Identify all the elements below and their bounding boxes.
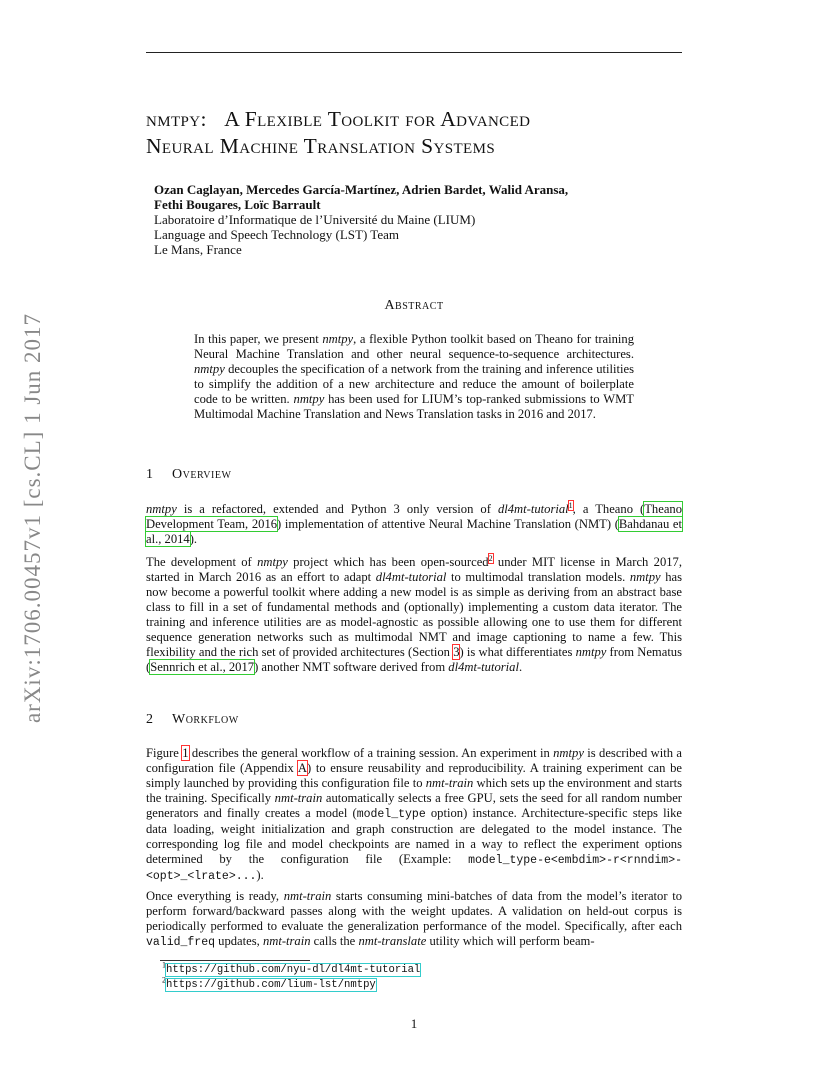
text: The development of — [146, 555, 258, 569]
text-emphasis: nmtpy — [575, 645, 607, 659]
abstract-text: In this paper, we present — [194, 332, 323, 346]
author-names-line-1: Ozan Caglayan, Mercedes García-Martínez, Adrien Bardet, Walid Aransa, — [154, 182, 569, 197]
appendix-ref-link[interactable]: A — [297, 761, 307, 775]
workflow-paragraph-1 — [146, 746, 682, 884]
text: ) to ensure reusability and reproducibility. A training experiment can be simply launched by providing this configuration file to — [146, 761, 682, 790]
text: under MIT license in March 2017, started in March 2016 as an effort to adapt — [146, 555, 682, 584]
section-heading-workflow — [146, 712, 239, 728]
footnote-rule — [160, 960, 310, 961]
footnote-link-2[interactable]: 2 — [488, 553, 493, 563]
title-top-rule — [146, 52, 682, 53]
text: is a refactored, extended and Python 3 only version of — [176, 502, 498, 516]
section-ref-link[interactable]: 3 — [453, 645, 460, 659]
author-block — [154, 182, 634, 257]
inline-code: model_type-e<embdim>-r<rnndim>-<opt>_<lrate>... — [146, 854, 682, 883]
text: describes the general workflow of a training session. An experiment in — [188, 746, 554, 760]
section-title: Workflow — [172, 712, 239, 727]
text-emphasis: dl4mt-tutorial — [448, 660, 519, 674]
overview-paragraph-1 — [146, 502, 682, 547]
abstract-emphasis: nmtpy — [293, 392, 325, 406]
text: ) implementation of attentive Neural Machine Translation (NMT) ( — [277, 517, 619, 531]
text: Figure — [146, 746, 183, 760]
abstract-body — [194, 332, 634, 422]
title-toolkit-name: nmtpy: — [146, 107, 207, 131]
text: to multimodal translation models. — [446, 570, 630, 584]
page-number: 1 — [410, 1016, 418, 1031]
footnote-url-2[interactable]: https://github.com/lium-lst/nmtpy — [166, 979, 376, 991]
text: , a Theano ( — [572, 502, 645, 516]
text-emphasis: nmtpy — [629, 570, 661, 584]
section-number: 1 — [146, 467, 154, 482]
section-number: 2 — [146, 712, 154, 727]
citation-link-sennrich[interactable]: Sennrich et al., 2017 — [150, 660, 255, 674]
text: project which has been open-sourced — [287, 555, 489, 569]
figure-ref-link[interactable]: 1 — [182, 746, 189, 760]
footnote-marker: 1 — [162, 960, 166, 970]
title-line-1-rest: A Flexible Toolkit for Advanced — [224, 107, 531, 131]
arxiv-sidebar-stamp: arXiv:1706.00457v1 [cs.CL] 1 Jun 2017 — [20, 312, 45, 724]
text-emphasis: nmt-train — [274, 791, 323, 805]
text-emphasis: dl4mt-tutorial — [375, 570, 447, 584]
text-emphasis: nmtpy — [257, 555, 288, 569]
workflow-paragraph-2 — [146, 889, 682, 950]
text: calls the — [310, 934, 359, 948]
text: ) is what differentiates — [459, 645, 576, 659]
text: has now become a powerful toolkit where adding a new model is as simple as deriving from an abstract base class to fill in a set of fundamental methods and (optionally) implementing a custom data iterator. The training and inference utilities are as model-agnostic as possible allowing one to use them for different sequence generation networks such as multimodal NMT and image captioning to name a few. This flexibility and the rich set of provided architectures (Section — [146, 570, 683, 659]
author-names-line-2: Fethi Bougares, Loïc Barrault — [154, 197, 321, 212]
section-title: Overview — [172, 467, 232, 482]
title-line-1 — [146, 106, 686, 133]
affiliation-line-3: Le Mans, France — [154, 242, 242, 257]
footnote-link-1[interactable]: 1 — [568, 500, 573, 510]
text: is described with a configuration file (Appendix — [146, 746, 682, 775]
text: ). — [256, 868, 264, 882]
citation-link-bahdanau[interactable]: Bahdanau et al., 2014 — [146, 517, 682, 546]
text: from Nematus ( — [146, 645, 683, 674]
text: automatically selects a free GPU, sets the seed for all random number generators and finally creates a model ( — [146, 791, 682, 820]
abstract-emphasis: nmtpy — [194, 362, 225, 376]
text-emphasis: nmtpy — [553, 746, 584, 760]
text: which sets up the environment and starts the training. Specifically — [146, 776, 682, 805]
text-emphasis: nmtpy — [146, 502, 177, 516]
text-emphasis: nmt-translate — [358, 934, 427, 948]
footnote-url-1[interactable]: https://github.com/nyu-dl/dl4mt-tutorial — [166, 964, 421, 976]
inline-code: model_type — [356, 808, 426, 821]
text: option) instance. Architecture-specific steps like data loading, weight initialization and graph construction are delegated to the model instance. The corresponding log file and model checkpoints are named in a way to reflect the experiment options determined by the configuration file (Example: — [146, 806, 682, 866]
abstract-text: , a flexible Python toolkit based on Theano for training Neural Machine Translation and other neural sequence-to-sequence architectures. — [194, 332, 634, 361]
section-heading-overview — [146, 467, 231, 483]
text-emphasis: nmt-train — [283, 889, 332, 903]
abstract-heading: Abstract — [384, 298, 444, 313]
overview-paragraph-2 — [146, 555, 682, 675]
inline-code: valid_freq — [146, 936, 216, 949]
title-line-2: Neural Machine Translation Systems — [146, 134, 496, 158]
affiliation-line-1: Laboratoire d’Informatique de l’Université du Maine (LIUM) — [154, 212, 476, 227]
text: . — [518, 660, 523, 674]
affiliation-line-2: Language and Speech Technology (LST) Team — [154, 227, 399, 242]
text: ) another NMT software derived from — [254, 660, 449, 674]
abstract-emphasis: nmtpy — [322, 332, 354, 346]
footnotes — [162, 962, 662, 992]
citation-link-theano[interactable]: Theano Development Team, 2016 — [146, 502, 682, 531]
footnote-marker: 2 — [162, 975, 166, 985]
text: ). — [189, 532, 198, 546]
text: updates, — [215, 934, 263, 948]
abstract-text: has been used for LIUM’s top-ranked submissions to WMT Multimodal Machine Translation and News Translation tasks in 2016 and 2017. — [194, 392, 634, 421]
text-emphasis: dl4mt-tutorial — [497, 502, 569, 516]
abstract-text: decouples the specification of a network from the training and inference utilities to simplify the addition of a new architecture and reduce the amount of boilerplate code to be written. — [194, 362, 634, 406]
text: utility which will perform beam- — [426, 934, 595, 948]
text: Once everything is ready, — [146, 889, 284, 903]
text-emphasis: nmt-train — [262, 934, 311, 948]
text-emphasis: nmt-train — [425, 776, 474, 790]
text: starts consuming mini-batches of data from the model’s iterator to perform forward/backward passes along with the weight updates. A validation on held-out corpus is periodically performed to evaluate the generalization performance of the model. Specifically, after each — [146, 889, 682, 933]
footnote-1 — [162, 962, 662, 977]
footnote-2 — [162, 977, 662, 992]
paper-title — [146, 106, 686, 160]
